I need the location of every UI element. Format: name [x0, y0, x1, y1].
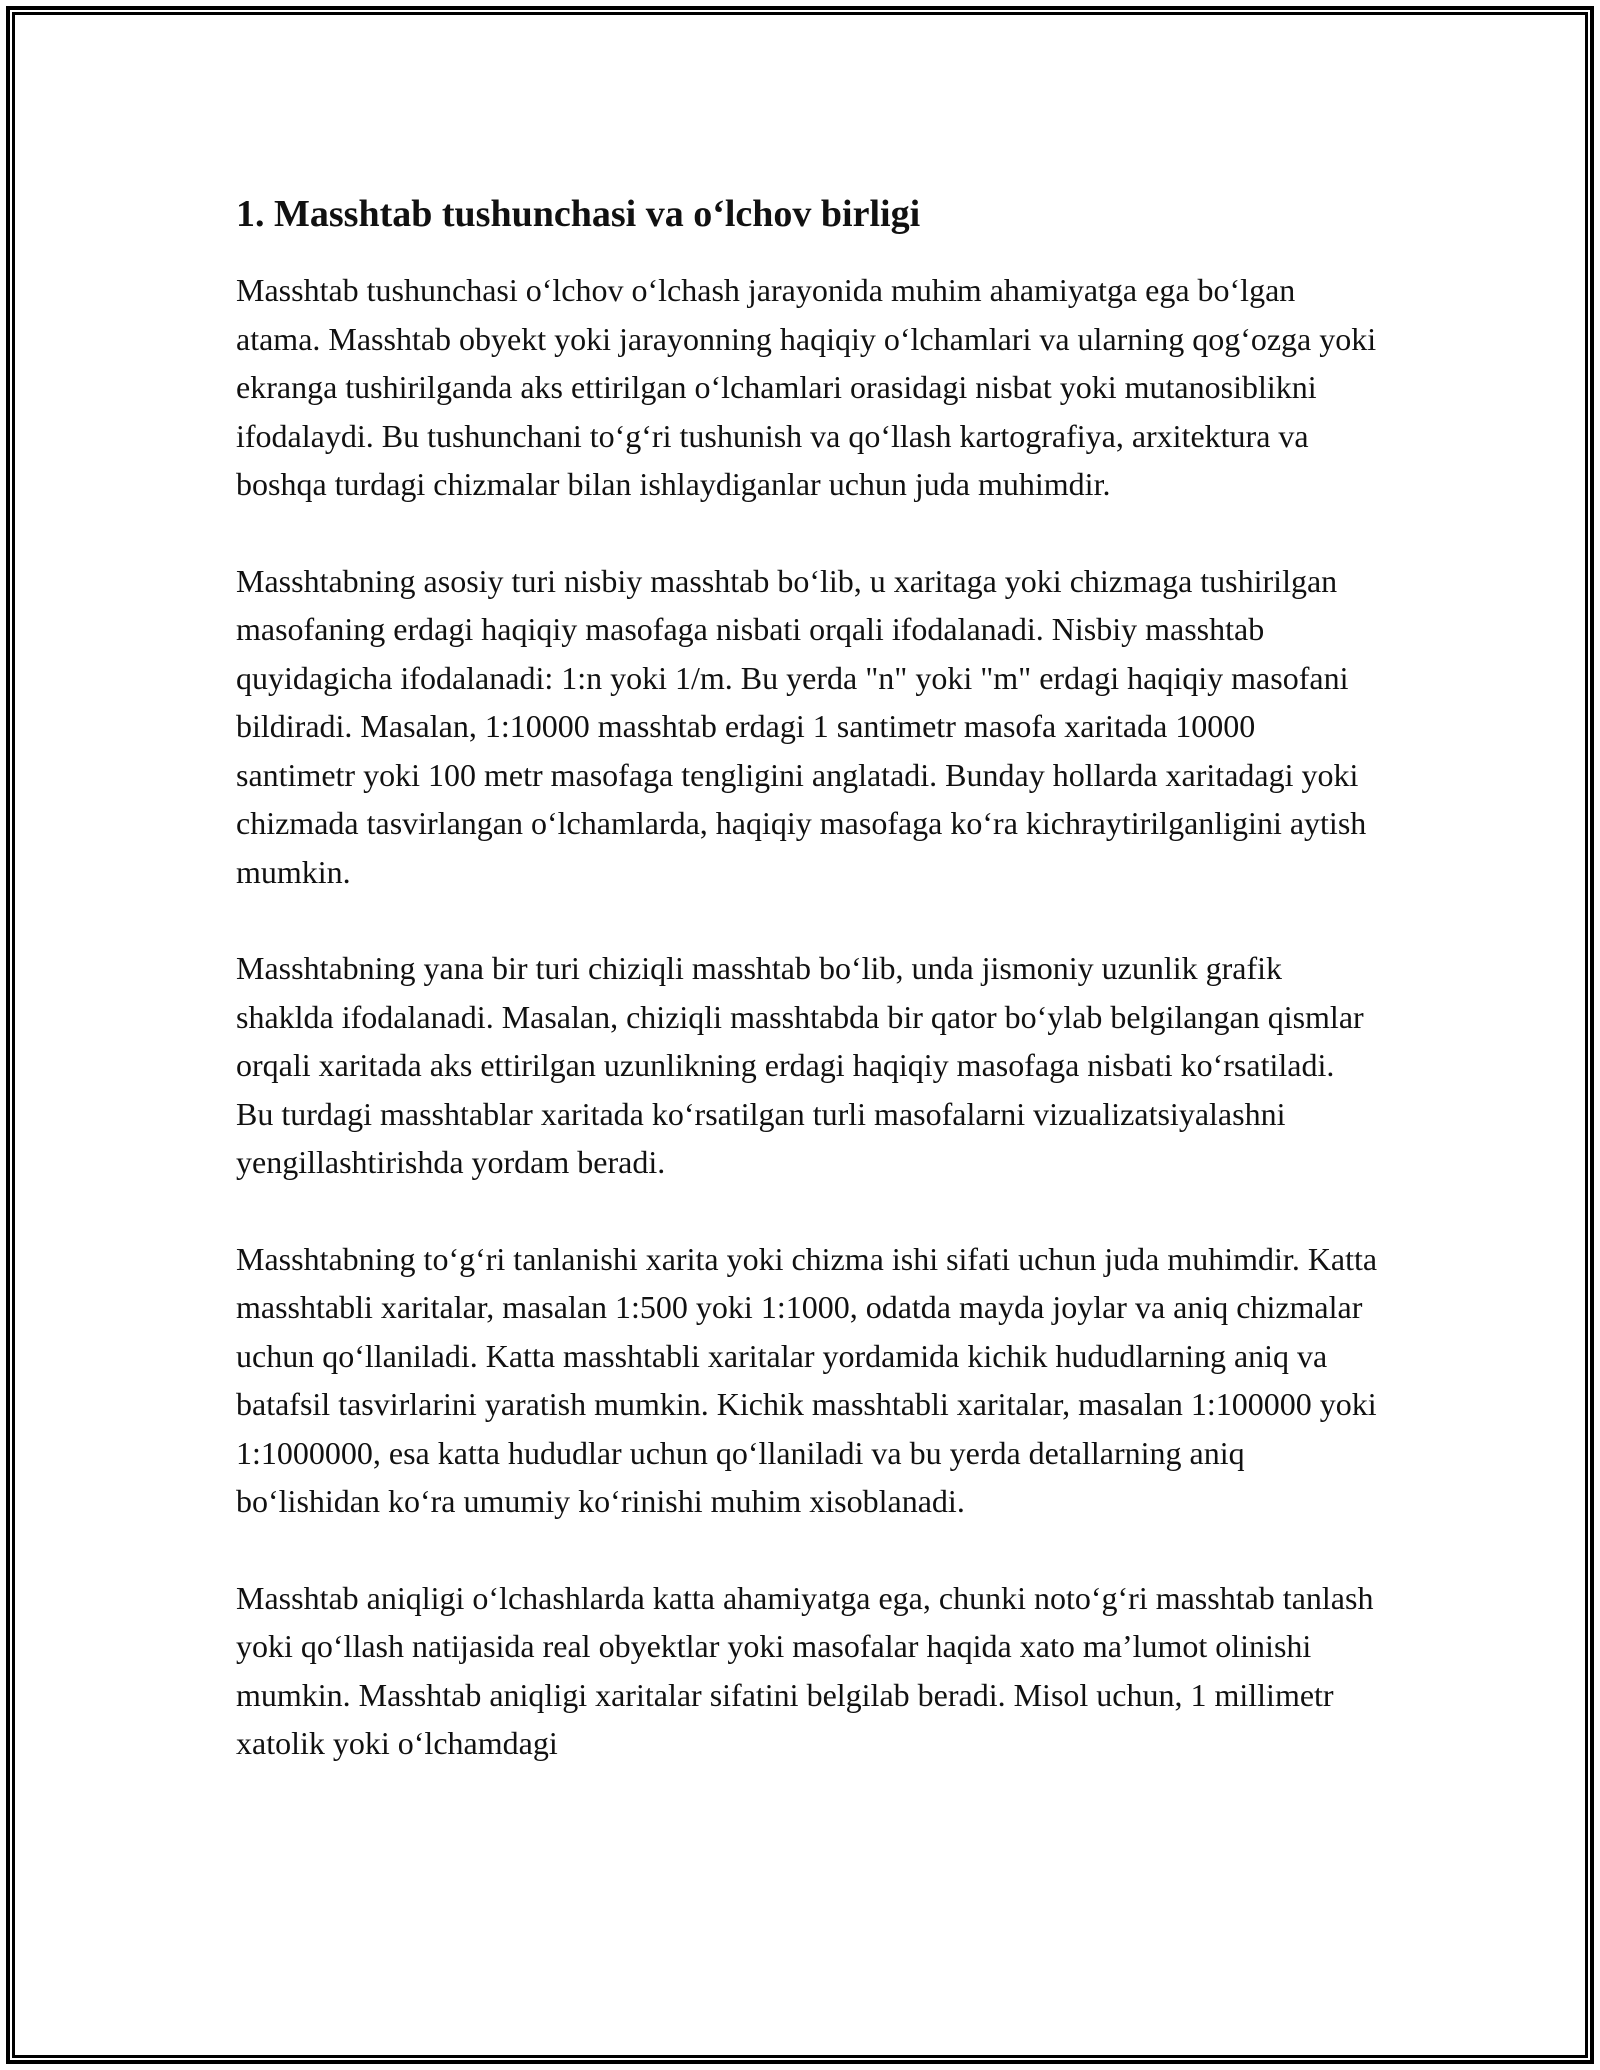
- paragraph-4: Masshtabning to‘g‘ri tanlanishi xarita yoki chizma ishi sifati uchun juda muhimdir. Katta masshtabli xaritalar, masalan 1:500 yoki 1:1000, odatda mayda joylar va aniq chizmalar uchun qo‘llaniladi. Katta masshtabli xaritalar yordamida kichik hududlarning aniq va batafsil tasvirlarini yaratish mumkin. Kichik masshtabli xaritalar, masalan 1:100000 yoki 1:1000000, esa katta hududlar uchun qo‘llaniladi va bu yerda detallarning aniq bo‘lishidan ko‘ra umumiy ko‘rinishi muhim xisoblanadi.: [236, 1240, 1378, 1519]
- document-title: 1. Masshtab tushunchasi va o‘lchov birligi: [236, 193, 921, 235]
- paragraph-3: Masshtabning yana bir turi chiziqli masshtab bo‘lib, unda jismoniy uzunlik grafik shaklda ifodalanadi. Masalan, chiziqli masshtabda bir qator bo‘ylab belgilangan qismlar orqali xaritada aks ettirilgan uzunlikning erdagi haqiqiy masofaga nisbati ko‘rsatiladi. Bu turdagi masshtablar xaritada ko‘rsatilgan turli masofalarni vizualizatsiyalashni yengillashtirishda yordam beradi.: [236, 950, 1364, 1180]
- paragraph-2: Masshtabning asosiy turi nisbiy masshtab bo‘lib, u xaritaga yoki chizmaga tushirilgan masofaning erdagi haqiqiy masofaga nisbati orqali ifodalanadi. Nisbiy masshtab quyidagicha ifodalanadi: 1:n yoki 1/m. Bu yerda "n" yoki "m" erdagi haqiqiy masofani bildiradi. Masalan, 1:10000 masshtab erdagi 1 santimetr masofa xaritada 10000 santimetr yoki 100 metr masofaga tengligini anglatadi. Bunday hollarda xaritadagi yoki chizmada tasvirlangan o‘lchamlarda, haqiqiy masofaga ko‘ra kichraytirilganligini aytish mumkin.: [236, 562, 1367, 890]
- paragraph-5: Masshtab aniqligi o‘lchashlarda katta ahamiyatga ega, chunki noto‘g‘ri masshtab tanlash yoki qo‘llash natijasida real obyektlar yoki masofalar haqida xato ma’lumot olinishi mumkin. Masshtab aniqligi xaritalar sifatini belgilab beradi. Misol uchun, 1 millimetr xatolik yoki o‘lchamdagi: [236, 1579, 1374, 1761]
- paragraph-1: Masshtab tushunchasi o‘lchov o‘lchash jarayonida muhim ahamiyatga ega bo‘lgan atama. Masshtab obyekt yoki jarayonning haqiqiy o‘lchamlari va ularning qog‘ozga yoki ekranga tushirilganda aks ettirilgan o‘lchamlari orasidagi nisbat yoki mutanosiblikni ifodalaydi. Bu tushunchani to‘g‘ri tushunish va qo‘llash kartografiya, arxitektura va boshqa turdagi chizmalar bilan ishlaydiganlar uchun juda muhimdir.: [236, 272, 1377, 502]
- document-body: [236, 186, 1378, 1816]
